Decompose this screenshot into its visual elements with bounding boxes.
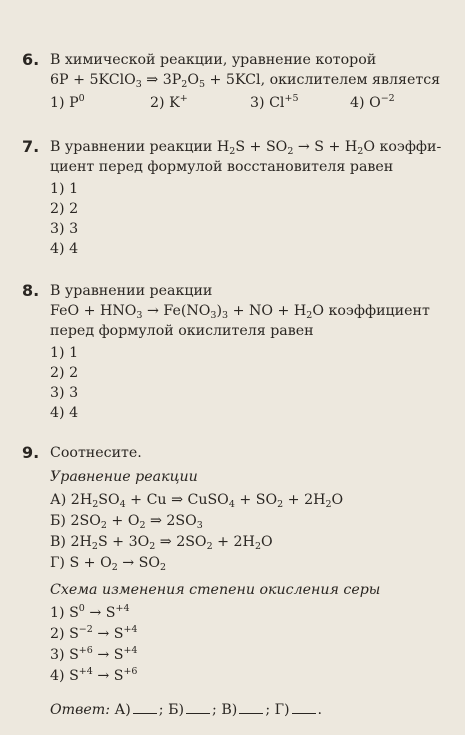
answer-blank-b[interactable] [186, 701, 210, 714]
answer-option-1[interactable]: 1) 1 [50, 181, 79, 197]
answer-option-4[interactable]: 4) 4 [50, 241, 79, 257]
answer-option-4[interactable]: 4) 4 [50, 405, 79, 421]
scheme-2: 2) $S^{-2} \to S^{+4}$ [50, 624, 138, 642]
question-intro: Соотнесите. [50, 445, 142, 461]
reactions-header: Уравнение реакции [50, 469, 198, 485]
answer-option-1[interactable]: 1) $P^0$ [50, 93, 85, 111]
reaction-b: Б) $2SO_2 + O_2$ ⇒ $2SO_3$ [50, 513, 203, 531]
reaction-d: Г) $S + O_2 \to SO_2$ [50, 555, 167, 573]
reaction-c: В) $2H_2S + 3O_2$ ⇒ $2SO_2 + 2H_2O$ [50, 534, 273, 552]
answer-option-4[interactable]: 4) $O^{-2}$ [350, 93, 395, 111]
question-text-line: циент перед формулой восстановителя равен [50, 159, 394, 175]
answer-blank-a[interactable] [133, 701, 157, 714]
question-number: 9. [22, 443, 40, 462]
answer-option-3[interactable]: 3) 3 [50, 221, 79, 237]
answer-option-1[interactable]: 1) 1 [50, 345, 79, 361]
answer-option-3[interactable]: 3) $Cl^{+5}$ [250, 93, 299, 111]
question-number: 7. [22, 137, 40, 156]
question-equation-line: FeO + $HNO_3 \to Fe(NO_3)_3$ + NO + $H_2O$ коэффициент [50, 303, 430, 321]
scheme-1: 1) $S^0 \to S^{+4}$ [50, 603, 130, 621]
answer-option-2[interactable]: 2) 2 [50, 365, 79, 381]
reaction-a: А) $2H_2SO_4 + Cu$ ⇒ CuSO$_4$ + $SO_2 + 2H_2O$ [50, 492, 344, 510]
question-text-line: В химической реакции, уравнение которой [50, 52, 377, 68]
answer-option-2[interactable]: 2) 2 [50, 201, 79, 217]
question-text-suffix: , окислителем является [260, 72, 441, 88]
answer-label: Ответ: [50, 702, 110, 718]
question-text-line: перед формулой окислителя равен [50, 323, 314, 339]
scheme-4: 4) $S^{+4} \to S^{+6}$ [50, 666, 138, 684]
scheme-header: Схема изменения степени окисления серы [50, 582, 381, 598]
answer-blank-d[interactable] [292, 701, 316, 714]
question-number: 8. [22, 281, 40, 300]
scheme-3: 3) $S^{+6} \to S^{+4}$ [50, 645, 138, 663]
question-text-line: В уравнении реакции $H_2S + SO_2 \to S + H_2O$ коэффи- [50, 139, 442, 157]
answer-line: Ответ: А) ; Б) ; В) ; Г) . [50, 702, 323, 718]
answer-option-3[interactable]: 3) 3 [50, 385, 79, 401]
answer-option-2[interactable]: 2) K+ [150, 93, 188, 111]
question-equation-line: 6P + 5KClO$_3$ ⇒ $3P_2O_5 + 5KCl$, окислителем является [50, 72, 441, 90]
answer-blank-c[interactable] [239, 701, 263, 714]
question-text-line: В уравнении реакции [50, 283, 213, 299]
question-number: 6. [22, 50, 40, 69]
